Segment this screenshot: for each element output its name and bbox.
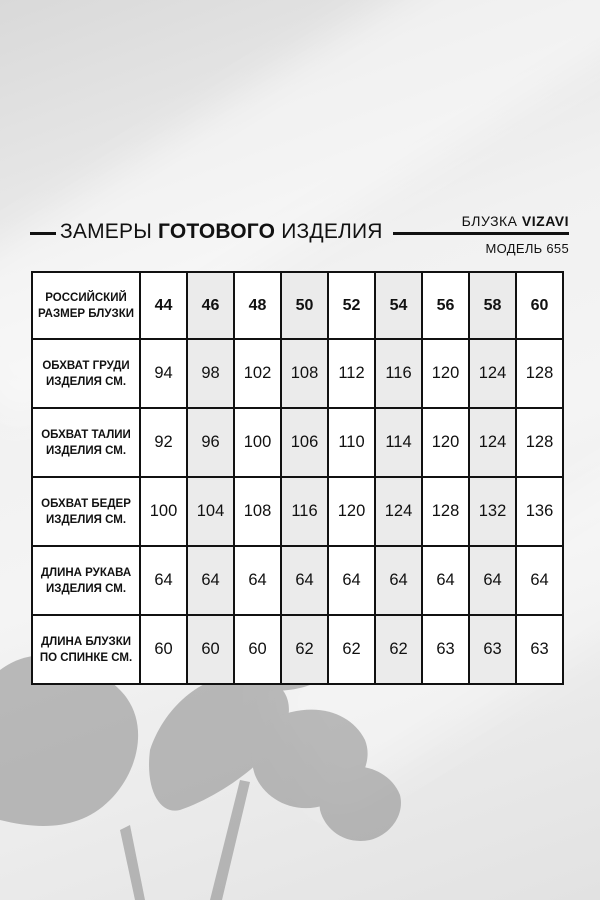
title-bold: ГОТОВОГО <box>158 220 276 243</box>
corner-label: РОССИЙСКИЙ РАЗМЕР БЛУЗКИ <box>32 272 140 339</box>
size-header: 48 <box>234 272 281 339</box>
title-rule-right <box>393 232 569 235</box>
table-cell: 116 <box>281 477 328 546</box>
table-cell: 120 <box>422 408 469 477</box>
table-cell: 100 <box>140 477 187 546</box>
table-cell: 106 <box>281 408 328 477</box>
row-label: ДЛИНА БЛУЗКИ ПО СПИНКЕ СМ. <box>32 615 140 684</box>
row-label: ДЛИНА РУКАВА ИЗДЕЛИЯ СМ. <box>32 546 140 615</box>
size-header: 56 <box>422 272 469 339</box>
model-number: МОДЕЛЬ 655 <box>485 241 569 256</box>
size-header: 54 <box>375 272 422 339</box>
size-header: 60 <box>516 272 563 339</box>
table-cell: 112 <box>328 339 375 408</box>
table-cell: 62 <box>281 615 328 684</box>
table-cell: 98 <box>187 339 234 408</box>
table-cell: 108 <box>281 339 328 408</box>
table-cell: 94 <box>140 339 187 408</box>
table-cell: 60 <box>187 615 234 684</box>
size-header: 58 <box>469 272 516 339</box>
table-cell: 124 <box>375 477 422 546</box>
size-header: 46 <box>187 272 234 339</box>
table-cell: 124 <box>469 408 516 477</box>
table-cell: 64 <box>422 546 469 615</box>
table-cell: 64 <box>328 546 375 615</box>
table-row <box>32 339 563 408</box>
table-cell: 63 <box>469 615 516 684</box>
table-cell: 64 <box>234 546 281 615</box>
table-cell: 114 <box>375 408 422 477</box>
table-cell: 63 <box>516 615 563 684</box>
table-cell: 124 <box>469 339 516 408</box>
table-cell: 104 <box>187 477 234 546</box>
table-cell: 96 <box>187 408 234 477</box>
table-cell: 136 <box>516 477 563 546</box>
table-header-row <box>32 272 563 339</box>
size-header: 44 <box>140 272 187 339</box>
table-cell: 60 <box>140 615 187 684</box>
row-label: ОБХВАТ БЕДЕР ИЗДЕЛИЯ СМ. <box>32 477 140 546</box>
row-label: ОБХВАТ ГРУДИ ИЗДЕЛИЯ СМ. <box>32 339 140 408</box>
table-cell: 63 <box>422 615 469 684</box>
table-cell: 128 <box>516 339 563 408</box>
table-cell: 120 <box>422 339 469 408</box>
row-label: ОБХВАТ ТАЛИИ ИЗДЕЛИЯ СМ. <box>32 408 140 477</box>
title-suffix: ИЗДЕЛИЯ <box>275 220 383 243</box>
table-row <box>32 615 563 684</box>
table-cell: 64 <box>281 546 328 615</box>
table-cell: 60 <box>234 615 281 684</box>
table-row <box>32 408 563 477</box>
brand-prefix: БЛУЗКА <box>461 213 522 229</box>
page-title <box>60 220 383 244</box>
table-cell: 92 <box>140 408 187 477</box>
table-cell: 64 <box>140 546 187 615</box>
table-cell: 102 <box>234 339 281 408</box>
title-prefix: ЗАМЕРЫ <box>60 220 159 243</box>
table-row <box>32 477 563 546</box>
table-cell: 132 <box>469 477 516 546</box>
table-cell: 62 <box>328 615 375 684</box>
size-header: 50 <box>281 272 328 339</box>
table-cell: 108 <box>234 477 281 546</box>
table-cell: 120 <box>328 477 375 546</box>
table-cell: 64 <box>375 546 422 615</box>
title-rule-left <box>30 232 56 235</box>
table-cell: 128 <box>422 477 469 546</box>
product-brand <box>462 213 569 229</box>
table-cell: 116 <box>375 339 422 408</box>
table-cell: 110 <box>328 408 375 477</box>
table-cell: 100 <box>234 408 281 477</box>
brand-name: VIZAVI <box>521 213 569 229</box>
table-cell: 64 <box>516 546 563 615</box>
table-row <box>32 546 563 615</box>
table-cell: 64 <box>469 546 516 615</box>
table-cell: 128 <box>516 408 563 477</box>
table-cell: 64 <box>187 546 234 615</box>
size-header: 52 <box>328 272 375 339</box>
size-table <box>31 271 564 685</box>
table-cell: 62 <box>375 615 422 684</box>
